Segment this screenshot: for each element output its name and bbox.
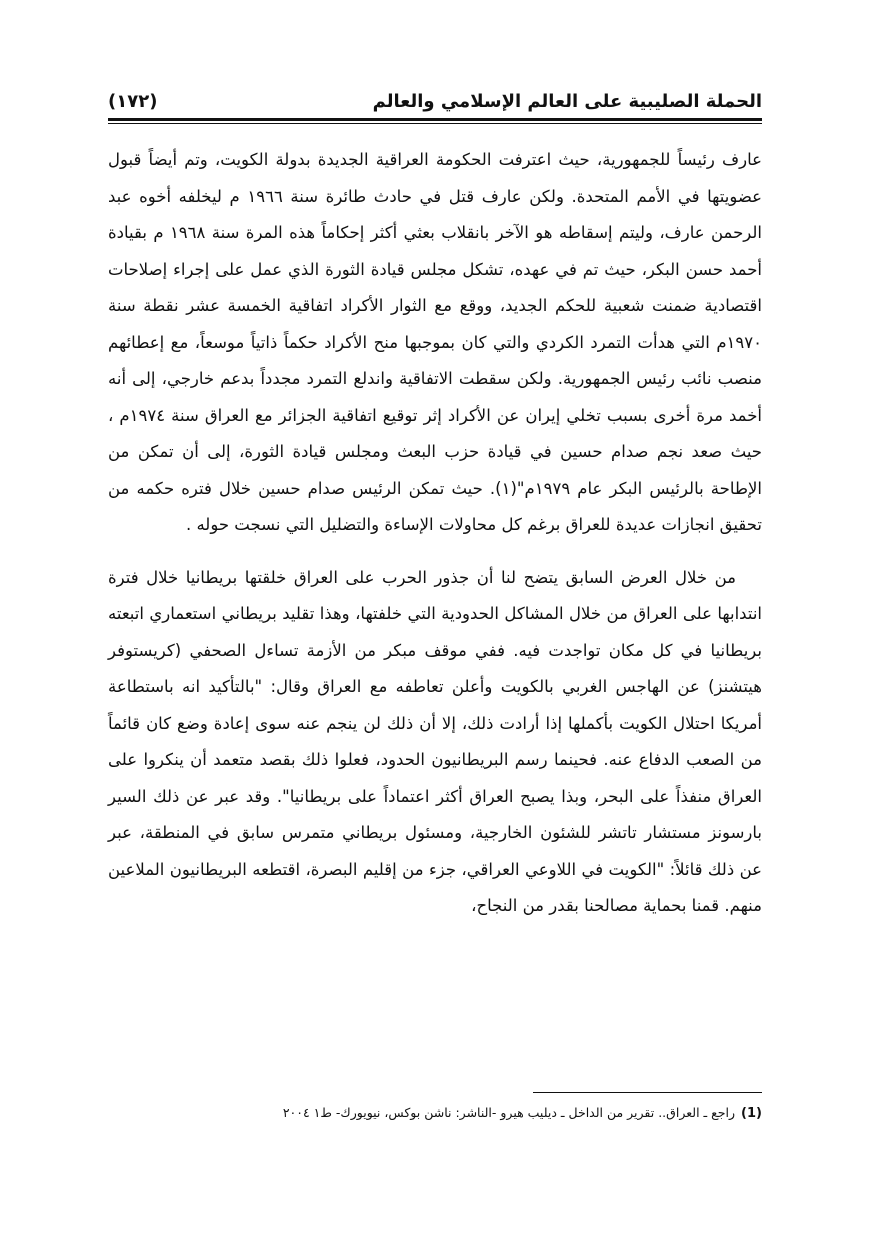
paragraph: عارف رئيساً للجمهورية، حيث اعترفت الحكومة العراقية الجديدة بدولة الكويت، وتم أيضاً قبول عضويتها في الأمم المتحدة. ولكن عارف قتل في حادث طائرة سنة ١٩٦٦ م ليخلفه أخوه عبد الرحمن عارف، وليتم إسقاطه هو الآخر بانقلاب بعثي أكثر إحكاماً هذه المرة سنة ١٩٦٨ م بقيادة أحمد حسن البكر، حيث تم في عهده، تشكل مجلس قيادة الثورة الذي عمل على إجراء إصلاحات اقتصادية ضمنت شعبية للحكم الجديد، ووقع مع الثوار الأكراد اتفاقية الخمسة عشر نقطة سنة ١٩٧٠م التي هدأت التمرد الكردي والتي كان بموجبها منح الأكراد حكماً ذاتياً موسعاً، مع إعطائهم منصب نائب رئيس الجمهورية. ولكن سقطت الاتفاقية واندلع التمرد مجدداً بدعم خارجي، إلى أنه أخمد مرة أخرى بسبب تخلي إيران عن الأكراد إثر توقيع اتفاقية الجزائر مع العراق سنة ١٩٧٤م ، حيث صعد نجم صدام حسين في قيادة حزب البعث ومجلس قيادة الثورة، إلى أن تمكن من الإطاحة بالرئيس البكر عام ١٩٧٩م"(١). حيث تمكن الرئيس صدام حسين خلال فتره حكمه من تحقيق انجازات عديدة للعراق برغم كل محاولات الإساءة والتضليل التي نسجت حوله . [108, 150, 762, 534]
page-header [108, 88, 762, 116]
body-text [108, 142, 762, 925]
header-divider [108, 118, 762, 124]
paragraph: من خلال العرض السابق يتضح لنا أن جذور الحرب على العراق خلقتها بريطانيا خلال فترة انتدابها على العراق من خلال المشاكل الحدودية التي خلفتها، وهذا تقليد بريطاني استعماري اتبعته بريطانيا في كل مكان تواجدت فيه. ففي موقف مبكر من الأزمة تساءل الصحفي (كريستوفر هيتشنز) عن الهاجس الغربي بالكويت وأعلن تعاطفه مع العراق وقال: "بالتأكيد انه باستطاعة أمريكا احتلال الكويت بأكملها إذا أرادت ذلك، إلا أن ذلك لن ينجم عنه سوى إعادة وضع كان قائماً من الصعب الدفاع عنه. فحينما رسم البريطانيون الحدود، فعلوا ذلك بقصد متعمد أن ينكروا على العراق منفذاً على البحر، وبذا يصبح العراق أكثر اعتماداً على بريطانيا". وقد عبر عن ذلك السير بارسونز مستشار تاتشر للشئون الخارجية، ومسئول بريطاني متمرس سابق في المنطقة، عبر عن ذلك قائلاً: "الكويت في اللاوعي العراقي، جزء من إقليم البصرة، اقتطعه البريطانيون الملاعين منهم. قمنا بحماية مصالحنا بقدر من النجاح، [108, 567, 762, 915]
footnote-marker: (1) [741, 1106, 762, 1121]
footnote-divider [533, 1092, 762, 1093]
running-title: الحملة الصليبية على العالم الإسلامي والعالم [372, 91, 762, 112]
footnote [283, 1102, 762, 1125]
page-number: (١٧٢) [108, 91, 158, 112]
footnote-text: راجع ـ العراق.. تقرير من الداخل ـ ديليب هيرو -الناشر: ناشن بوكس، نيويورك- ط١ ٢٠٠٤ [282, 1105, 736, 1120]
